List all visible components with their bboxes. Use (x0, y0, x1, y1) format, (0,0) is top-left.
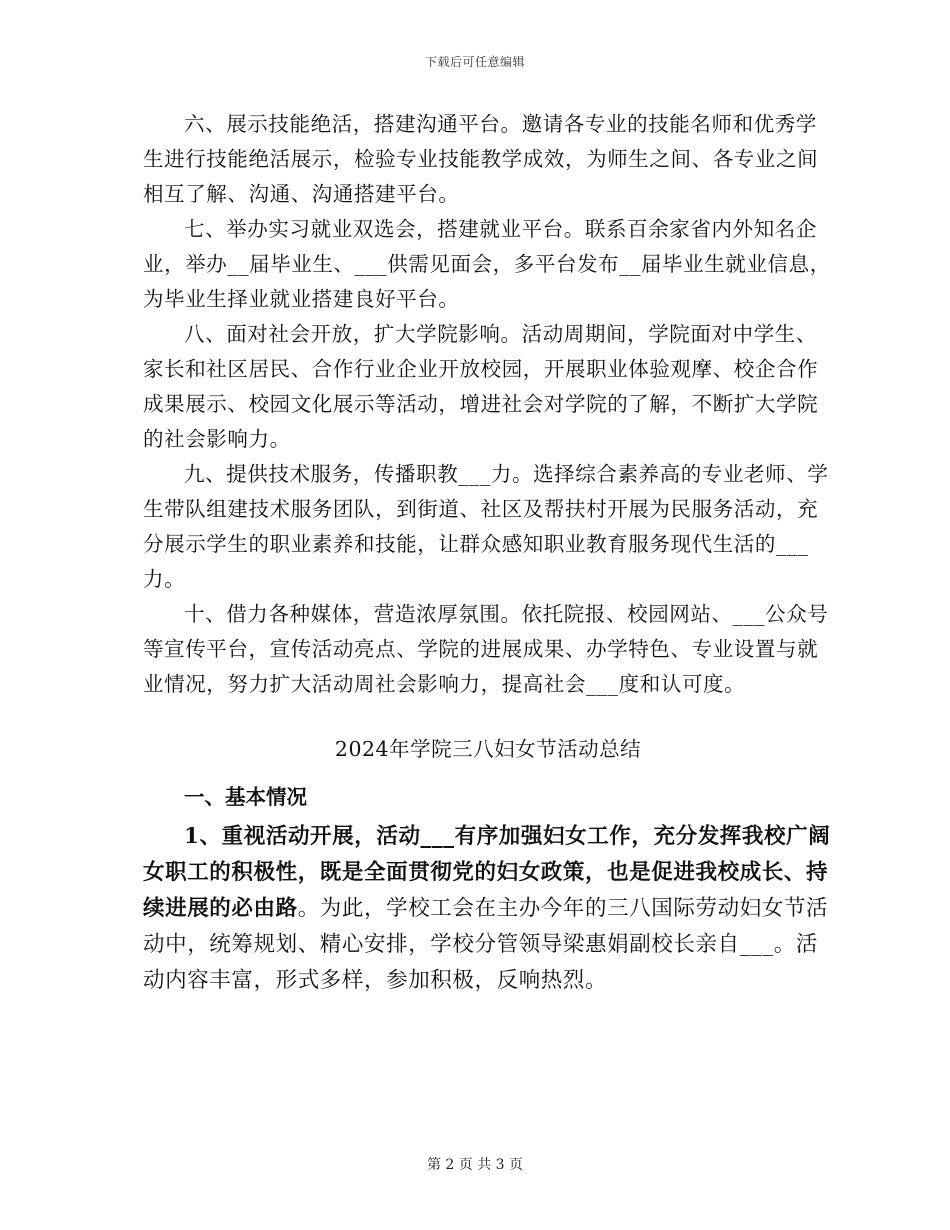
page-header: 下载后可任意编辑 (424, 55, 525, 69)
paragraph-six: 六、展示技能绝活，搭建沟通平台。邀请各专业的技能名师和优秀学生进行技能绝活展示，检验专业技能教学成效，为师生之间、各专业之间相互了解、沟通、沟通搭建平台。 (143, 112, 819, 206)
page-footer: 第 2 页 共 3 页 (426, 1157, 524, 1173)
document-title: 2024年学院三八妇女节活动总结 (334, 737, 642, 761)
paragraph-seven: 七、举办实习就业双选会，搭建就业平台。联系百余家省内外知名企业，举办__届毕业生、___供需见面会，多平台发布__届毕业生就业信息，为毕业生择业就业搭建良好平台。 (143, 217, 831, 311)
lead-paragraph (143, 819, 833, 999)
paragraph-ten: 十、借力各种媒体，营造浓厚氛围。依托院报、校园网站、___公众号等宣传平台，宣传活动亮点、学院的进展成果、办学特色、专业设置与就业情况，努力扩大活动周社会影响力，提高社会___度和认可度。 (143, 602, 829, 696)
document-body (143, 107, 833, 999)
paragraph-nine: 九、提供技术服务，传播职教___力。选择综合素养高的专业老师、学生带队组建技术服务团队，到街道、社区及帮扶村开展为民服务活动，充分展示学生的职业素养和技能，让群众感知职业教育服务现代生活的___力。 (143, 462, 829, 591)
lead-paragraph-normal-text: 。为此，学校工会在主办今年的三八国际劳动妇女节活动中，统筹规划、精心安排，学校分管领导梁惠娟副校长亲自___。活动内容丰富，形式多样，参加积极，反响热烈。 (143, 896, 829, 993)
lead-paragraph-bold-text: 1、重视活动开展，活动___有序加强妇女工作，充分发挥我校广阔女职工的积极性，既是全面贯彻党的妇女政策，也是促进我校成长、持续进展的必由路 (143, 824, 831, 921)
paragraph-eight: 八、面对社会开放，扩大学院影响。活动周期间，学院面对中学生、家长和社区居民、合作行业企业开放校园，开展职业体验观摩、校企合作成果展示、校园文化展示等活动，增进社会对学院的了解，不断扩大学院的社会影响力。 (143, 322, 819, 451)
section-heading: 一、基本情况 (184, 785, 307, 809)
